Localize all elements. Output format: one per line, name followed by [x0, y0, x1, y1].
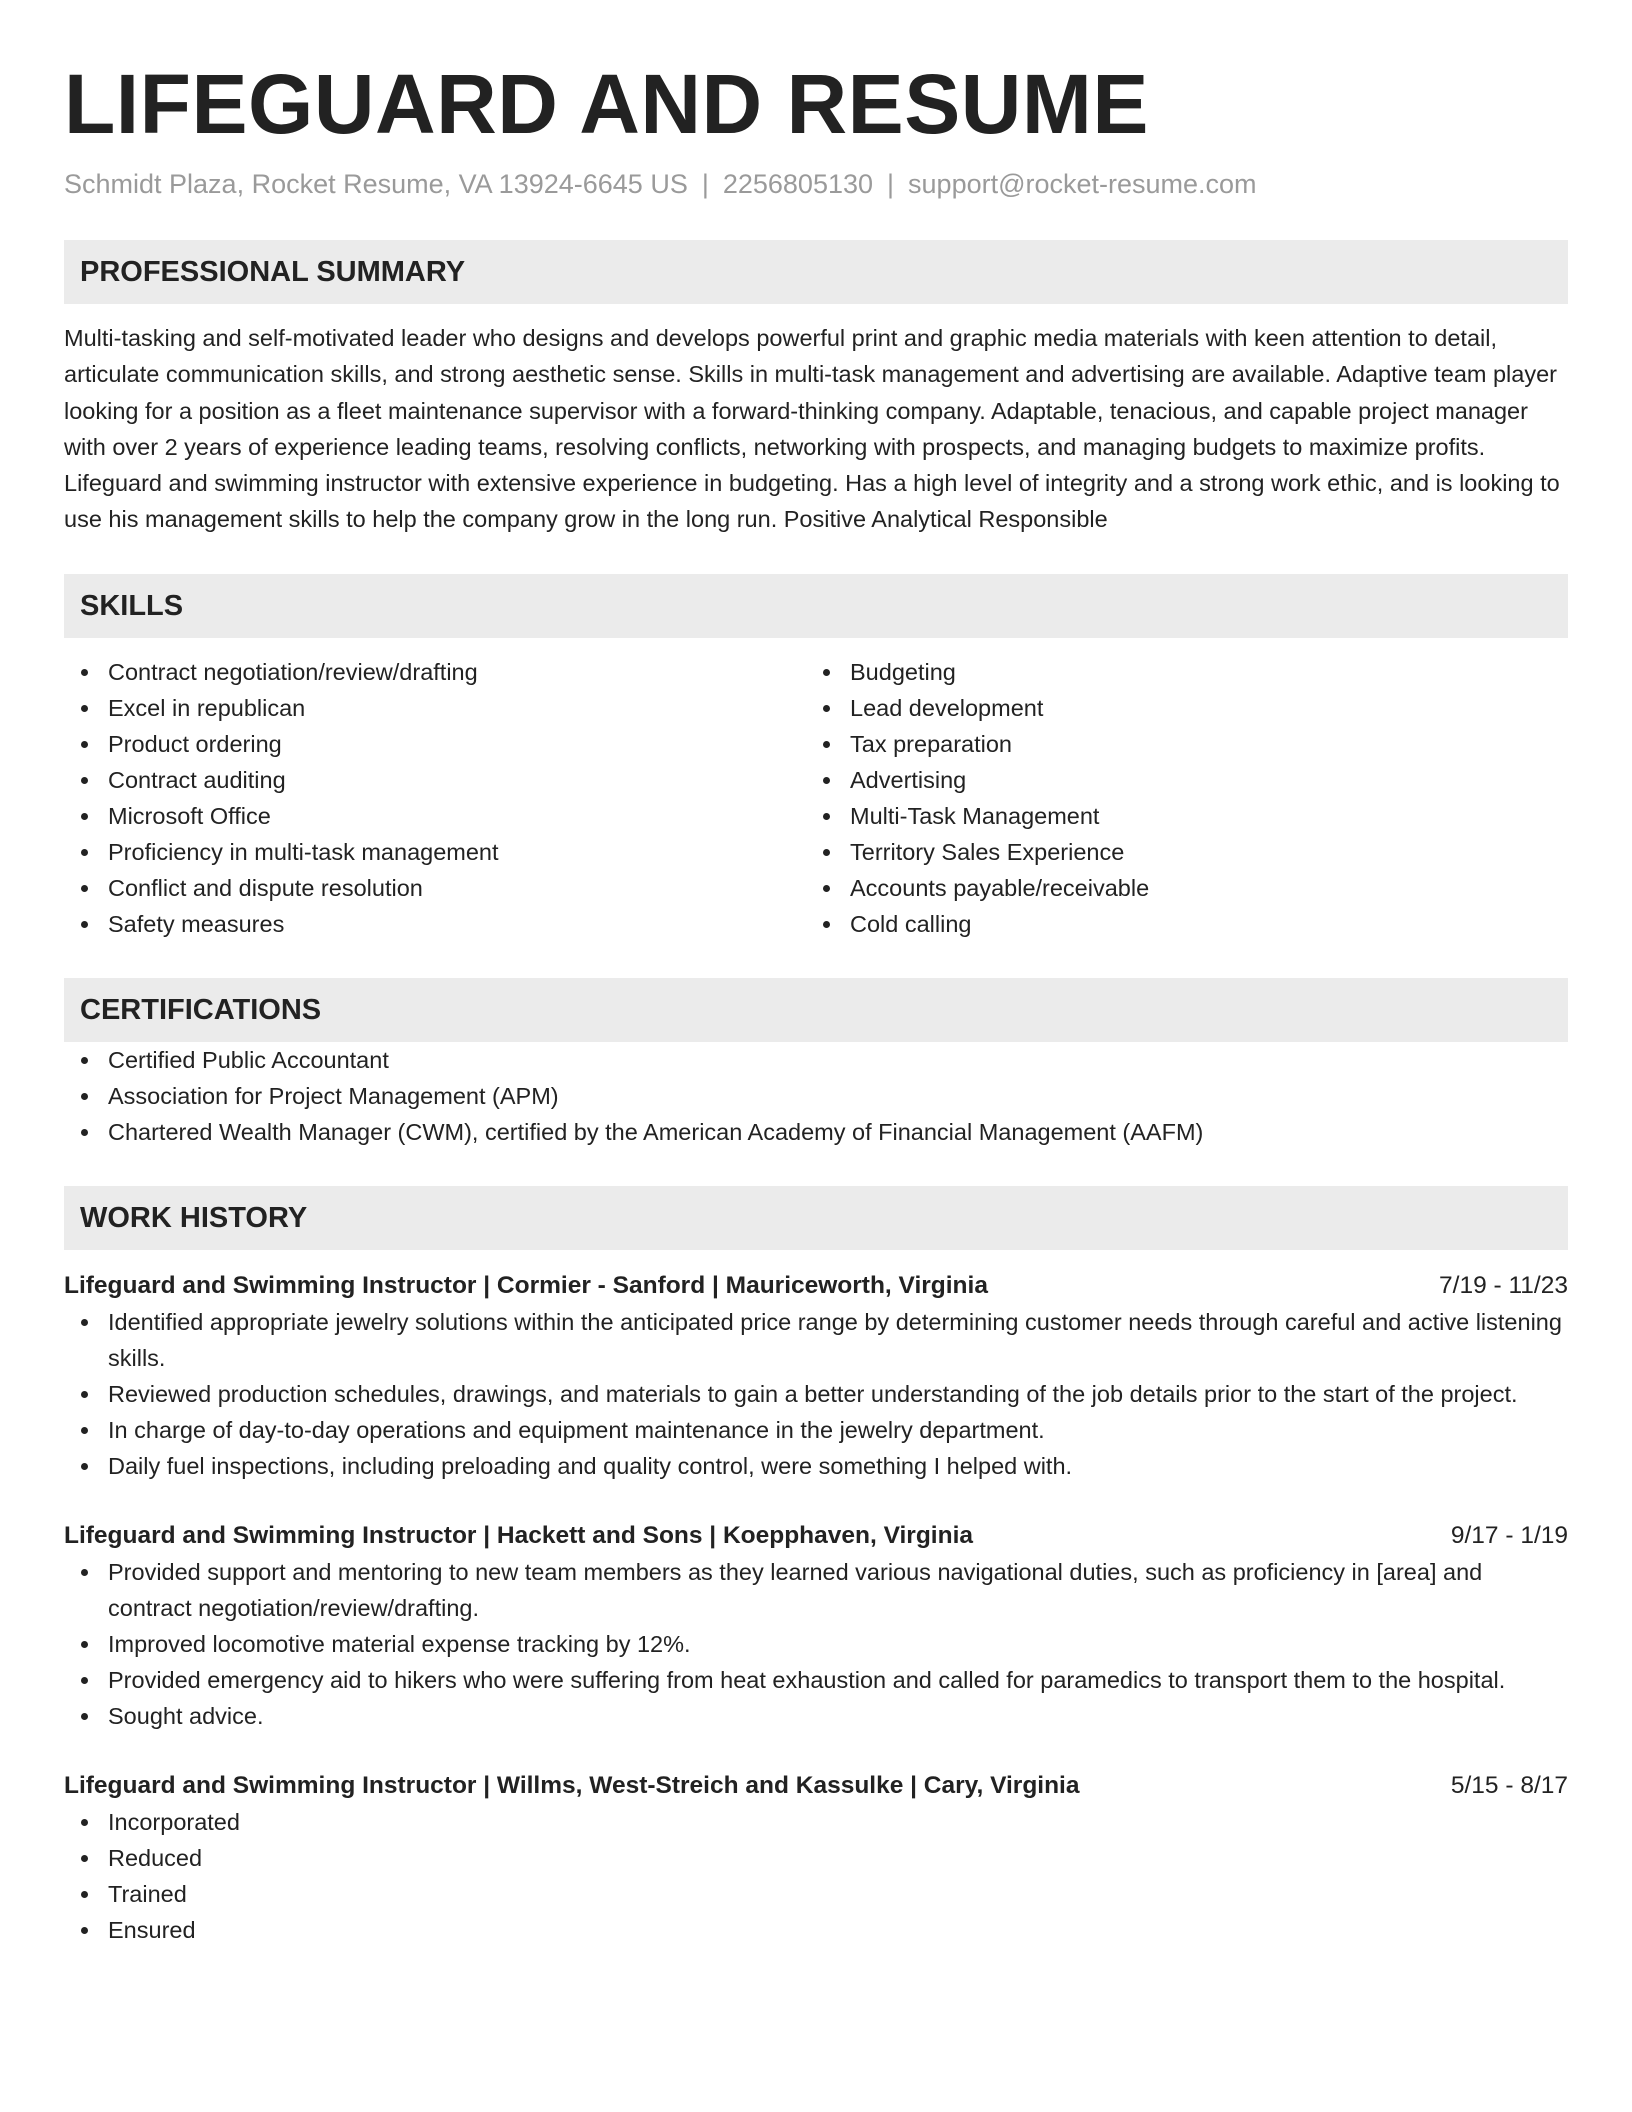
- certification-item: Chartered Wealth Manager (CWM), certified by the American Academy of Financial Management (AAFM): [64, 1114, 1568, 1150]
- job-entry: [64, 1518, 1568, 1734]
- job-bullet: Provided emergency aid to hikers who were suffering from heat exhaustion and called for paramedics to transport them to the hospital.: [64, 1662, 1568, 1698]
- certifications-heading: CERTIFICATIONS: [64, 978, 1568, 1042]
- job-bullet: Trained: [64, 1876, 1568, 1912]
- job-header: [64, 1268, 1568, 1304]
- job-dates: 5/15 - 8/17: [1450, 1771, 1568, 1799]
- skill-item: Lead development: [806, 690, 1548, 726]
- certification-item: Certified Public Accountant: [64, 1042, 1568, 1078]
- skill-item: Microsoft Office: [64, 798, 806, 834]
- contact-separator: |: [701, 169, 709, 199]
- skill-item: Contract auditing: [64, 762, 806, 798]
- skills-list-left: [64, 654, 806, 942]
- job-dates: 7/19 - 11/23: [1439, 1271, 1568, 1299]
- job-bullet: Incorporated: [64, 1804, 1568, 1840]
- job-header: [64, 1768, 1568, 1804]
- skill-item: Multi-Task Management: [806, 798, 1548, 834]
- job-title: Lifeguard and Swimming Instructor | Cormier - Sanford | Mauriceworth, Virginia: [64, 1271, 988, 1299]
- skill-item: Safety measures: [64, 906, 806, 942]
- job-bullet: Reduced: [64, 1840, 1568, 1876]
- skills-heading: SKILLS: [64, 574, 1568, 638]
- contact-phone: 2256805130: [722, 169, 874, 199]
- contact-address: Schmidt Plaza, Rocket Resume, VA 13924-6645 US: [64, 169, 688, 199]
- job-header: [64, 1518, 1568, 1554]
- job-bullet: Reviewed production schedules, drawings, and materials to gain a better understanding of the job details prior to the start of the project.: [64, 1376, 1568, 1412]
- skill-item: Product ordering: [64, 726, 806, 762]
- job-bullet: Sought advice.: [64, 1698, 1568, 1734]
- summary-text: Multi-tasking and self-motivated leader who designs and develops powerful print and graphic media materials with keen attention to detail, articulate communication skills, and strong aesthetic sense. Skills in multi-task management and advertising are available. Adaptive team player looking for a position as a fleet maintenance supervisor with a forward-thinking company. Adaptable, tenacious, and capable project manager with over 2 years of experience leading teams, resolving conflicts, networking with prospects, and managing budgets to maximize profits. Lifeguard and swimming instructor with extensive experience in budgeting. Has a high level of integrity and a strong work ethic, and is looking to use his management skills to help the company grow in the long run. Positive Analytical Responsible: [64, 325, 1560, 533]
- skills-list-right: [806, 654, 1548, 942]
- job-entry: [64, 1268, 1568, 1484]
- job-bullets: [64, 1554, 1568, 1734]
- skill-item: Conflict and dispute resolution: [64, 870, 806, 906]
- job-title: Lifeguard and Swimming Instructor | Willms, West-Streich and Kassulke | Cary, Virginia: [64, 1771, 1080, 1799]
- job-title: Lifeguard and Swimming Instructor | Hackett and Sons | Koepphaven, Virginia: [64, 1521, 974, 1549]
- job-dates: 9/17 - 1/19: [1450, 1521, 1568, 1549]
- work-history-heading: WORK HISTORY: [64, 1186, 1568, 1250]
- resume-name: LIFEGUARD AND RESUME: [64, 57, 1149, 151]
- job-bullet: Improved locomotive material expense tracking by 12%.: [64, 1626, 1568, 1662]
- resume-page: [64, 0, 1568, 1948]
- job-bullets: [64, 1304, 1568, 1484]
- contact-separator: |: [887, 169, 895, 199]
- skills-grid: [64, 654, 1568, 942]
- job-bullet: Ensured: [64, 1912, 1568, 1948]
- job-bullet: In charge of day-to-day operations and equipment maintenance in the jewelry department.: [64, 1412, 1568, 1448]
- skill-item: Excel in republican: [64, 690, 806, 726]
- skill-item: Tax preparation: [806, 726, 1548, 762]
- skill-item: Cold calling: [806, 906, 1548, 942]
- skill-item: Territory Sales Experience: [806, 834, 1548, 870]
- job-bullet: Identified appropriate jewelry solutions within the anticipated price range by determining customer needs through careful and active listening skills.: [64, 1304, 1568, 1376]
- certification-item: Association for Project Management (APM): [64, 1078, 1568, 1114]
- job-entry: [64, 1768, 1568, 1948]
- job-bullets: [64, 1804, 1568, 1948]
- skill-item: Contract negotiation/review/drafting: [64, 654, 806, 690]
- skill-item: Budgeting: [806, 654, 1548, 690]
- contact-line: [64, 166, 1568, 202]
- skill-item: Advertising: [806, 762, 1548, 798]
- skill-item: Proficiency in multi-task management: [64, 834, 806, 870]
- skill-item: Accounts payable/receivable: [806, 870, 1548, 906]
- job-bullet: Provided support and mentoring to new team members as they learned various navigational duties, such as proficiency in [area] and contract negotiation/review/drafting.: [64, 1554, 1568, 1626]
- summary-heading: PROFESSIONAL SUMMARY: [64, 240, 1568, 304]
- certifications-list: [64, 1042, 1568, 1150]
- job-bullet: Daily fuel inspections, including preloading and quality control, were something I helped with.: [64, 1448, 1568, 1484]
- contact-email: support@rocket-resume.com: [908, 169, 1257, 199]
